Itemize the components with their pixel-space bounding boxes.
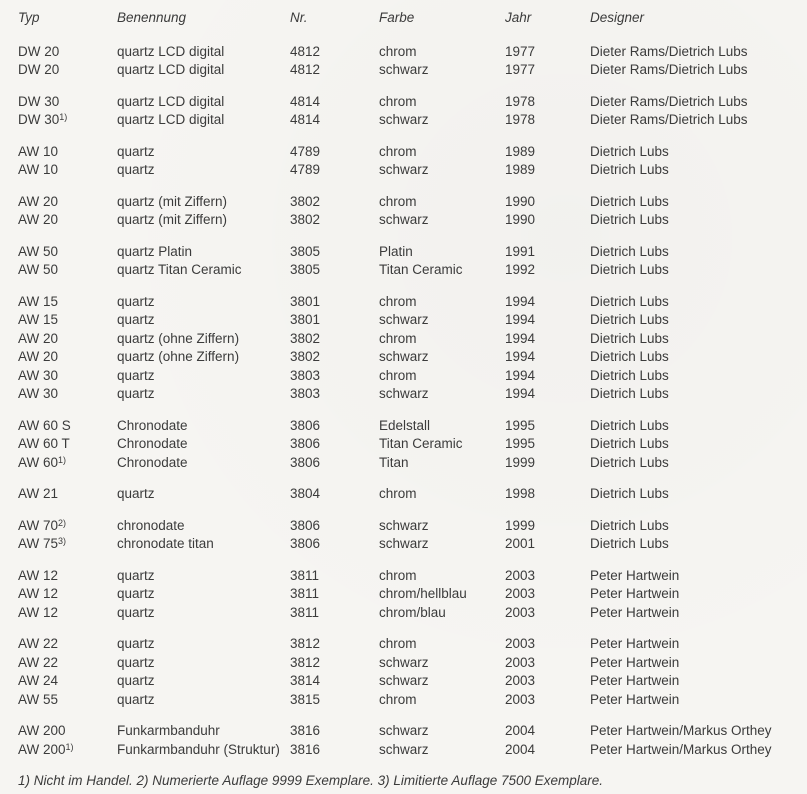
typ-text: AW 60 S — [18, 417, 71, 433]
nr-cell: 3806 — [290, 417, 321, 433]
typ-text: DW 30 — [18, 112, 60, 127]
benennung-cell: quartz — [117, 386, 155, 401]
typ-cell — [18, 93, 117, 112]
table-row — [18, 385, 807, 404]
benennung-cell: Chronodate — [117, 417, 188, 433]
table-row — [18, 604, 807, 623]
farbe-cell: chrom — [379, 93, 417, 109]
typ-text: AW 50 — [18, 243, 59, 259]
table-row — [18, 485, 807, 504]
jahr-cell: 2001 — [505, 536, 536, 551]
table-row — [18, 654, 807, 673]
designer-cell: Dieter Rams/Dietrich Lubs — [590, 93, 748, 109]
nr-cell: 3805 — [290, 243, 321, 259]
table-row — [18, 293, 807, 312]
designer-cell: Dietrich Lubs — [590, 312, 669, 327]
table-row — [18, 261, 807, 280]
typ-text: AW 60 T — [18, 436, 70, 451]
typ-footnote-marker: 1) — [59, 112, 68, 122]
table-row — [18, 211, 807, 230]
designer-cell: Dietrich Lubs — [590, 143, 669, 159]
typ-cell — [18, 243, 117, 262]
jahr-cell: 1978 — [505, 112, 536, 127]
typ-text: AW 20 — [18, 193, 59, 209]
table-row — [18, 61, 807, 80]
typ-cell — [18, 654, 117, 673]
table-row — [18, 672, 807, 691]
jahr-cell: 1994 — [505, 293, 536, 309]
farbe-cell: chrom — [379, 367, 417, 383]
benennung-cell: quartz LCD digital — [117, 112, 225, 127]
typ-text: AW 12 — [18, 567, 59, 583]
row-group — [18, 517, 807, 554]
nr-cell: 4814 — [290, 112, 321, 127]
farbe-cell: chrom/hellblau — [379, 586, 467, 601]
designer-cell: Peter Hartwein/Markus Orthey — [590, 723, 772, 738]
typ-text: AW 30 — [18, 367, 59, 383]
jahr-cell: 1998 — [505, 486, 536, 501]
typ-cell — [18, 435, 117, 454]
farbe-cell: schwarz — [379, 741, 429, 757]
typ-footnote-marker: 1) — [65, 741, 74, 752]
typ-text: AW 10 — [18, 162, 59, 177]
typ-cell — [18, 722, 117, 741]
table-row — [18, 567, 807, 586]
jahr-cell: 2003 — [505, 673, 536, 688]
typ-cell — [18, 211, 117, 230]
column-header-benennung: Benennung — [117, 10, 187, 25]
row-group — [18, 417, 807, 473]
nr-cell: 3812 — [290, 636, 321, 651]
jahr-cell: 2003 — [505, 654, 536, 670]
nr-cell: 4814 — [290, 93, 321, 109]
table-row — [18, 330, 807, 349]
nr-cell: 3802 — [290, 212, 321, 227]
designer-cell: Dietrich Lubs — [590, 193, 669, 209]
jahr-cell: 1994 — [505, 312, 536, 327]
nr-cell: 3801 — [290, 293, 321, 309]
typ-cell — [18, 61, 117, 80]
farbe-cell: chrom — [379, 567, 417, 583]
jahr-cell: 1999 — [505, 517, 536, 533]
typ-cell — [18, 567, 117, 586]
farbe-cell: schwarz — [379, 673, 429, 688]
jahr-cell: 2003 — [505, 604, 536, 620]
typ-text: AW 60 — [18, 454, 59, 470]
row-group — [18, 293, 807, 404]
nr-cell: 4789 — [290, 143, 321, 159]
table-row — [18, 635, 807, 654]
designer-cell: Dietrich Lubs — [590, 162, 669, 177]
row-group — [18, 143, 807, 180]
designer-cell: Dietrich Lubs — [590, 212, 669, 227]
typ-cell — [18, 454, 117, 473]
nr-cell: 3815 — [290, 691, 321, 707]
nr-cell: 4812 — [290, 43, 321, 59]
nr-cell: 3811 — [290, 586, 320, 601]
row-group — [18, 722, 807, 759]
benennung-cell: Funkarmbanduhr (Struktur) — [117, 741, 280, 757]
benennung-cell: quartz (ohne Ziffern) — [117, 349, 240, 364]
column-header-nr: Nr. — [290, 10, 308, 25]
farbe-cell: schwarz — [379, 162, 429, 177]
jahr-cell: 1991 — [505, 243, 536, 259]
typ-text: AW 15 — [18, 293, 59, 309]
column-header-designer: Designer — [590, 10, 645, 25]
column-header-typ: Typ — [18, 10, 40, 25]
table-row — [18, 741, 807, 760]
jahr-cell: 1994 — [505, 349, 536, 364]
benennung-cell: Chronodate — [117, 454, 188, 470]
jahr-cell: 1999 — [505, 454, 536, 470]
typ-cell — [18, 330, 117, 349]
typ-cell — [18, 293, 117, 312]
row-group — [18, 567, 807, 623]
benennung-cell: quartz — [117, 143, 155, 159]
typ-cell — [18, 261, 117, 280]
designer-cell: Peter Hartwein — [590, 654, 680, 670]
table-row — [18, 585, 807, 604]
typ-text: AW 30 — [18, 386, 59, 401]
typ-footnote-marker: 1) — [58, 454, 67, 465]
typ-cell — [18, 585, 117, 604]
farbe-cell: Titan Ceramic — [379, 262, 463, 277]
benennung-cell: quartz — [117, 567, 155, 583]
typ-text: AW 20 — [18, 212, 59, 227]
nr-cell: 3811 — [290, 567, 320, 583]
nr-cell: 3814 — [290, 673, 321, 688]
table-row — [18, 535, 807, 554]
row-group — [18, 93, 807, 130]
typ-text: AW 70 — [18, 517, 59, 533]
benennung-cell: quartz (ohne Ziffern) — [117, 330, 240, 346]
nr-cell: 3812 — [290, 654, 321, 670]
table-row — [18, 435, 807, 454]
typ-text: AW 12 — [18, 586, 59, 601]
benennung-cell: quartz (mit Ziffern) — [117, 212, 228, 227]
row-group — [18, 243, 807, 280]
typ-cell — [18, 348, 117, 367]
jahr-cell: 1994 — [505, 386, 536, 401]
farbe-cell: schwarz — [379, 386, 429, 401]
designer-cell: Dieter Rams/Dietrich Lubs — [590, 112, 748, 127]
benennung-cell: quartz LCD digital — [117, 93, 225, 109]
nr-cell: 3803 — [290, 367, 321, 383]
benennung-cell: chronodate — [117, 517, 185, 533]
typ-cell — [18, 385, 117, 404]
nr-cell: 3811 — [290, 604, 320, 620]
typ-cell — [18, 367, 117, 386]
designer-cell: Peter Hartwein — [590, 604, 680, 620]
designer-cell: Peter Hartwein/Markus Orthey — [590, 741, 772, 757]
typ-text: AW 24 — [18, 673, 59, 688]
farbe-cell: Titan — [379, 454, 409, 470]
farbe-cell: chrom — [379, 636, 417, 651]
designer-cell: Dietrich Lubs — [590, 486, 669, 501]
typ-text: AW 22 — [18, 636, 59, 651]
table-row — [18, 454, 807, 473]
table-row — [18, 193, 807, 212]
typ-text: DW 30 — [18, 93, 60, 109]
benennung-cell: quartz Titan Ceramic — [117, 262, 242, 277]
farbe-cell: schwarz — [379, 536, 429, 551]
jahr-cell: 1992 — [505, 262, 536, 277]
typ-cell — [18, 604, 117, 623]
jahr-cell: 1977 — [505, 43, 536, 59]
column-header-jahr: Jahr — [505, 10, 532, 25]
nr-cell: 3804 — [290, 486, 321, 501]
typ-text: AW 22 — [18, 654, 59, 670]
designer-cell: Dieter Rams/Dietrich Lubs — [590, 62, 748, 77]
designer-cell: Peter Hartwein — [590, 636, 680, 651]
farbe-cell: Titan Ceramic — [379, 436, 463, 451]
farbe-cell: schwarz — [379, 112, 429, 127]
benennung-cell: quartz — [117, 486, 155, 501]
typ-text: DW 20 — [18, 43, 60, 59]
table-row — [18, 43, 807, 62]
benennung-cell: quartz — [117, 312, 155, 327]
designer-cell: Dietrich Lubs — [590, 349, 669, 364]
benennung-cell: quartz — [117, 293, 155, 309]
designer-cell: Peter Hartwein — [590, 567, 680, 583]
footnote: 1) Nicht im Handel. 2) Numerierte Auflage 9999 Exemplare. 3) Limitierte Auflage 7500 Exemplare. — [18, 773, 604, 788]
typ-text: AW 12 — [18, 604, 59, 620]
farbe-cell: chrom — [379, 330, 417, 346]
nr-cell: 3816 — [290, 741, 321, 757]
row-group — [18, 43, 807, 80]
typ-cell — [18, 517, 117, 536]
typ-footnote-marker: 2) — [58, 517, 67, 528]
typ-cell — [18, 691, 117, 710]
nr-cell: 3806 — [290, 536, 321, 551]
typ-cell — [18, 535, 117, 554]
typ-cell — [18, 43, 117, 62]
farbe-cell: chrom — [379, 691, 417, 707]
designer-cell: Dietrich Lubs — [590, 517, 669, 533]
jahr-cell: 1994 — [505, 330, 536, 346]
typ-text: AW 55 — [18, 691, 59, 707]
typ-text: DW 20 — [18, 62, 60, 77]
benennung-cell: quartz LCD digital — [117, 43, 225, 59]
typ-text: AW 200 — [18, 723, 66, 738]
typ-footnote-marker: 3) — [58, 536, 67, 546]
benennung-cell: quartz — [117, 691, 155, 707]
jahr-cell: 1995 — [505, 417, 536, 433]
typ-cell — [18, 161, 117, 180]
nr-cell: 3801 — [290, 312, 321, 327]
farbe-cell: chrom — [379, 486, 417, 501]
benennung-cell: quartz LCD digital — [117, 62, 225, 77]
farbe-cell: schwarz — [379, 62, 429, 77]
benennung-cell: quartz — [117, 673, 155, 688]
farbe-cell: Platin — [379, 243, 413, 259]
benennung-cell: quartz — [117, 636, 155, 651]
benennung-cell: quartz (mit Ziffern) — [117, 193, 228, 209]
typ-cell — [18, 741, 117, 760]
benennung-cell: Funkarmbanduhr — [117, 723, 220, 738]
farbe-cell: chrom — [379, 43, 417, 59]
typ-cell — [18, 672, 117, 691]
benennung-cell: chronodate titan — [117, 536, 214, 551]
farbe-cell: schwarz — [379, 212, 429, 227]
table-row — [18, 111, 807, 130]
typ-text: AW 21 — [18, 486, 59, 501]
jahr-cell: 2003 — [505, 636, 536, 651]
jahr-cell: 2004 — [505, 723, 536, 738]
designer-cell: Peter Hartwein — [590, 691, 680, 707]
benennung-cell: Chronodate — [117, 436, 188, 451]
nr-cell: 3802 — [290, 193, 321, 209]
table-row — [18, 348, 807, 367]
table-row — [18, 311, 807, 330]
jahr-cell: 2003 — [505, 567, 536, 583]
nr-cell: 4789 — [290, 162, 321, 177]
designer-cell: Dietrich Lubs — [590, 330, 669, 346]
designer-cell: Dietrich Lubs — [590, 417, 669, 433]
table-header-row — [18, 9, 807, 28]
jahr-cell: 1995 — [505, 436, 536, 451]
designer-cell: Dietrich Lubs — [590, 293, 669, 309]
benennung-cell: quartz — [117, 654, 155, 670]
typ-text: AW 75 — [18, 536, 59, 551]
designer-cell: Dietrich Lubs — [590, 367, 669, 383]
jahr-cell: 1990 — [505, 212, 536, 227]
table-row — [18, 143, 807, 162]
typ-cell — [18, 635, 117, 654]
farbe-cell: Edelstall — [379, 417, 431, 433]
designer-cell: Dieter Rams/Dietrich Lubs — [590, 43, 748, 59]
designer-cell: Dietrich Lubs — [590, 536, 669, 551]
designer-cell: Dietrich Lubs — [590, 454, 669, 470]
designer-cell: Peter Hartwein — [590, 586, 680, 601]
table-body — [18, 43, 807, 760]
jahr-cell: 1977 — [505, 62, 536, 77]
table-row — [18, 517, 807, 536]
benennung-cell: quartz — [117, 162, 155, 177]
jahr-cell: 2003 — [505, 586, 536, 601]
typ-text: AW 20 — [18, 330, 59, 346]
farbe-cell: schwarz — [379, 312, 429, 327]
jahr-cell: 2004 — [505, 741, 536, 757]
farbe-cell: chrom — [379, 143, 417, 159]
nr-cell: 3806 — [290, 436, 321, 451]
designer-cell: Dietrich Lubs — [590, 436, 669, 451]
nr-cell: 3816 — [290, 723, 321, 738]
farbe-cell: schwarz — [379, 349, 429, 364]
farbe-cell: schwarz — [379, 517, 429, 533]
row-group — [18, 635, 807, 709]
farbe-cell: chrom — [379, 193, 417, 209]
benennung-cell: quartz — [117, 604, 155, 620]
table-row — [18, 161, 807, 180]
typ-text: AW 50 — [18, 262, 59, 277]
table-row — [18, 243, 807, 262]
table-row — [18, 722, 807, 741]
typ-cell — [18, 111, 117, 130]
typ-cell — [18, 417, 117, 436]
designer-cell: Peter Hartwein — [590, 673, 680, 688]
table-row — [18, 417, 807, 436]
column-header-farbe: Farbe — [379, 10, 415, 25]
benennung-cell: quartz — [117, 586, 155, 601]
designer-cell: Dietrich Lubs — [590, 386, 669, 401]
typ-text: AW 20 — [18, 349, 59, 364]
row-group — [18, 193, 807, 230]
benennung-cell: quartz Platin — [117, 243, 193, 259]
jahr-cell: 1994 — [505, 367, 536, 383]
typ-cell — [18, 311, 117, 330]
jahr-cell: 1978 — [505, 93, 536, 109]
farbe-cell: schwarz — [379, 723, 429, 738]
nr-cell: 3806 — [290, 454, 321, 470]
jahr-cell: 1989 — [505, 162, 536, 177]
jahr-cell: 2003 — [505, 691, 536, 707]
nr-cell: 3806 — [290, 517, 321, 533]
typ-cell — [18, 485, 117, 504]
typ-text: AW 15 — [18, 312, 59, 327]
nr-cell: 4812 — [290, 62, 321, 77]
nr-cell: 3802 — [290, 349, 321, 364]
typ-text: AW 10 — [18, 143, 59, 159]
table-row — [18, 691, 807, 710]
jahr-cell: 1990 — [505, 193, 536, 209]
row-group — [18, 485, 807, 504]
nr-cell: 3802 — [290, 330, 321, 346]
nr-cell: 3805 — [290, 262, 321, 277]
typ-cell — [18, 193, 117, 212]
jahr-cell: 1989 — [505, 143, 536, 159]
table-row — [18, 367, 807, 386]
typ-text: AW 200 — [18, 741, 66, 757]
designer-cell: Dietrich Lubs — [590, 262, 669, 277]
designer-cell: Dietrich Lubs — [590, 243, 669, 259]
nr-cell: 3803 — [290, 386, 321, 401]
farbe-cell: chrom — [379, 293, 417, 309]
table-row — [18, 93, 807, 112]
typ-cell — [18, 143, 117, 162]
farbe-cell: schwarz — [379, 654, 429, 670]
benennung-cell: quartz — [117, 367, 155, 383]
farbe-cell: chrom/blau — [379, 604, 446, 620]
